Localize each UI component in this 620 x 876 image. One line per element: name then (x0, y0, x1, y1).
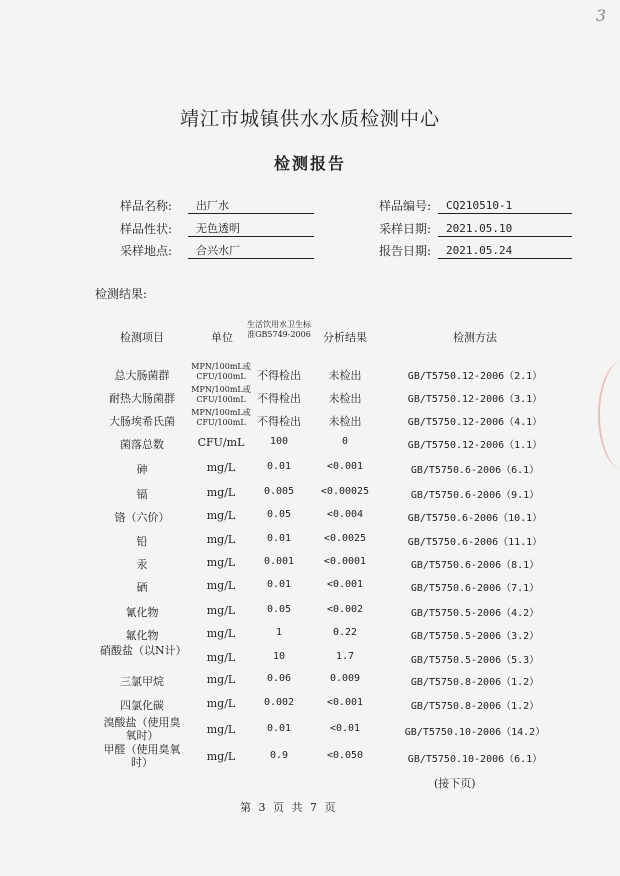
cell-item: 溴酸盐（使用臭氧时） (103, 716, 181, 742)
cell-unit: MPN/100mL或CFU/100mL (191, 362, 251, 381)
continue-note: (接下页) (434, 777, 476, 790)
cell-item: 三氯甲烷 (120, 675, 164, 688)
cell-item: 铬（六价） (114, 511, 170, 524)
cell-unit: mg/L (206, 750, 236, 763)
cell-result: 0 (341, 436, 349, 447)
cell-item: 总大肠菌群 (114, 369, 170, 382)
cell-unit: CFU/mL (197, 436, 245, 449)
cell-method: GB/T5750.12-2006（4.1） (407, 417, 543, 428)
cell-item: 砷 (136, 463, 148, 476)
cell-unit: mg/L (206, 461, 236, 474)
cell-method: GB/T5750.6-2006（8.1） (410, 560, 540, 571)
cell-item: 甲醛（使用臭氧时） (103, 743, 181, 769)
cell-result: <0.00025 (320, 486, 370, 497)
cell-standard: 0.01 (266, 579, 292, 590)
sample-no-value: CQ210510-1 (438, 198, 572, 214)
cell-unit: mg/L (206, 509, 236, 522)
cell-item: 菌落总数 (120, 438, 164, 451)
cell-standard: 0.001 (263, 556, 295, 567)
cell-method: GB/T5750.8-2006（1.2） (410, 677, 540, 688)
cell-method: GB/T5750.6-2006（9.1） (410, 490, 540, 501)
cell-unit: MPN/100mL或CFU/100mL (191, 408, 251, 427)
cell-standard: 0.002 (263, 697, 295, 708)
cell-result: 未检出 (328, 415, 362, 428)
cell-unit: mg/L (206, 604, 236, 617)
page-footer: 第 3 页 共 7 页 (240, 801, 336, 814)
red-seal-stamp (598, 360, 620, 470)
results-label: 检测结果: (95, 287, 148, 301)
sampling-date-label: 采样日期: (379, 222, 432, 236)
sampling-site-value: 合兴水厂 (188, 243, 314, 259)
cell-method: GB/T5750.6-2006（11.1） (407, 537, 543, 548)
cell-item: 硒 (136, 581, 148, 594)
cell-method: GB/T5750.10-2006（14.2） (404, 727, 546, 738)
cell-method: GB/T5750.6-2006（10.1） (407, 513, 543, 524)
cell-standard: 不得检出 (257, 415, 301, 428)
cell-standard: 0.01 (266, 723, 292, 734)
sample-name-value: 出厂水 (188, 198, 314, 214)
cell-result: <0.050 (326, 750, 364, 761)
page-corner-mark: 3 (595, 6, 606, 25)
header-method: 检测方法 (453, 331, 497, 344)
cell-method: GB/T5750.12-2006（2.1） (407, 371, 543, 382)
cell-standard: 0.9 (269, 750, 289, 761)
cell-result: <0.001 (326, 697, 364, 708)
cell-unit: mg/L (206, 533, 236, 546)
header-result: 分析结果 (323, 331, 367, 344)
cell-method: GB/T5750.12-2006（3.1） (407, 394, 543, 405)
cell-result: 未检出 (328, 392, 362, 405)
cell-unit: MPN/100mL或CFU/100mL (191, 385, 251, 404)
cell-item: 汞 (136, 558, 148, 571)
cell-method: GB/T5750.5-2006（5.3） (410, 655, 540, 666)
cell-standard: 0.01 (266, 533, 292, 544)
cell-standard: 1 (275, 627, 283, 638)
cell-result: 1.7 (335, 651, 355, 662)
sample-nature-value: 无色透明 (188, 221, 314, 237)
sample-no-label: 样品编号: (379, 199, 432, 213)
cell-item: 硝酸盐（以N计） (100, 644, 187, 657)
cell-item: 铅 (136, 535, 148, 548)
cell-result: <0.002 (326, 604, 364, 615)
report-title: 检测报告 (273, 154, 346, 173)
sample-name-label: 样品名称: (120, 199, 173, 213)
cell-unit: mg/L (206, 673, 236, 686)
cell-result: <0.001 (326, 579, 364, 590)
cell-result: <0.004 (326, 509, 364, 520)
cell-unit: mg/L (206, 697, 236, 710)
cell-standard: 不得检出 (257, 392, 301, 405)
cell-method: GB/T5750.6-2006（6.1） (410, 465, 540, 476)
cell-method: GB/T5750.5-2006（4.2） (410, 608, 540, 619)
cell-unit: mg/L (206, 651, 236, 664)
cell-method: GB/T5750.8-2006（1.2） (410, 701, 540, 712)
cell-method: GB/T5750.10-2006（6.1） (407, 754, 543, 765)
cell-standard: 不得检出 (257, 369, 301, 382)
cell-item: 氟化物 (125, 629, 159, 642)
cell-standard: 10 (272, 651, 286, 662)
cell-item: 四氯化碳 (120, 699, 164, 712)
cell-item: 镉 (136, 488, 148, 501)
cell-method: GB/T5750.6-2006（7.1） (410, 583, 540, 594)
cell-unit: mg/L (206, 723, 236, 736)
report-date-value: 2021.05.24 (438, 243, 572, 259)
report-date-label: 报告日期: (379, 244, 432, 258)
cell-standard: 0.05 (266, 604, 292, 615)
organization-title: 靖江市城镇供水水质检测中心 (179, 108, 440, 130)
sampling-site-label: 采样地点: (120, 244, 173, 258)
cell-result: 0.009 (329, 673, 361, 684)
cell-method: GB/T5750.12-2006（1.1） (407, 440, 543, 451)
cell-method: GB/T5750.5-2006（3.2） (410, 631, 540, 642)
cell-unit: mg/L (206, 556, 236, 569)
header-item: 检测项目 (120, 331, 164, 344)
cell-result: 0.22 (332, 627, 358, 638)
cell-unit: mg/L (206, 627, 236, 640)
cell-result: <0.0025 (323, 533, 367, 544)
cell-unit: mg/L (206, 486, 236, 499)
header-standard: 生活饮用水卫生标准GB5749-2006 (247, 320, 311, 339)
sampling-date-value: 2021.05.10 (438, 221, 572, 237)
sample-nature-label: 样品性状: (120, 222, 173, 236)
cell-item: 大肠埃希氏菌 (109, 415, 175, 428)
cell-result: <0.001 (326, 461, 364, 472)
cell-item: 耐热大肠菌群 (109, 392, 175, 405)
cell-standard: 0.01 (266, 461, 292, 472)
cell-standard: 0.005 (263, 486, 295, 497)
header-unit: 单位 (211, 331, 233, 344)
cell-standard: 0.05 (266, 509, 292, 520)
cell-standard: 0.06 (266, 673, 292, 684)
cell-item: 氰化物 (125, 606, 159, 619)
cell-result: 未检出 (328, 369, 362, 382)
cell-unit: mg/L (206, 579, 236, 592)
cell-result: <0.01 (329, 723, 361, 734)
cell-standard: 100 (269, 436, 289, 447)
cell-result: <0.0001 (323, 556, 367, 567)
